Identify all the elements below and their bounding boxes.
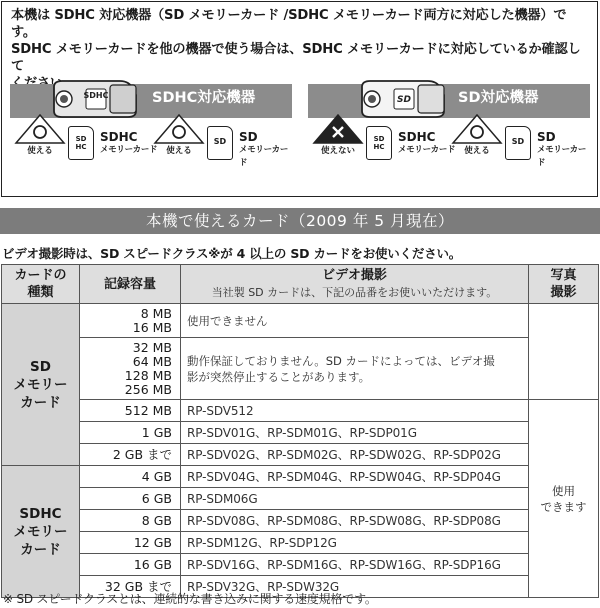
compatible-cards-table [1,264,599,598]
table-row [2,400,599,422]
video-recording-text: RP-SDV16G、RP-SDM16G、RP-SDW16G、RP-SDP16G [187,558,501,572]
capacity-value: 2 GB まで [112,446,172,462]
card-subtitle: メモリーカード [537,145,587,168]
ok-triangle-icon [451,114,503,144]
card-subtitle: メモリーカード [100,145,158,155]
video-recording-text: RP-SDV512 [187,403,254,418]
video-recording-text: RP-SDV32G、RP-SDW32G [187,580,340,594]
sdhc-device-panel [10,77,292,185]
sd-card-icon [505,126,531,160]
table-body [2,304,599,598]
card-type-line: メモリー [13,376,68,393]
video-recording-text: RP-SDV01G、RP-SDM01G、RP-SDP01G [187,426,417,440]
card-label [537,131,590,170]
video-recording-text: RP-SDM06G [187,491,258,506]
card-type-line: カード [20,394,61,411]
video-recording-cell [181,304,529,338]
card-type-line: メモリー [13,523,68,540]
capacity-value: 512 MB [124,402,172,418]
sdhc-card-icon [68,126,94,160]
usable-badge [14,114,66,160]
card-logo: SD [511,137,525,146]
video-recording-cell [181,444,529,466]
speed-class-advice: ビデオ撮影時は、SD スピードクラス※が 4 以上の SD カードをお使いください。 [2,246,462,261]
capacity-value: 16 MB [132,319,172,335]
card-title: SDHC [398,130,436,144]
video-recording-cell [181,554,529,576]
header-subtext: 当社製 SD カードは、下記の品番をお使いいただけます。 [211,286,498,299]
card-label [398,131,455,157]
capacity-cell [80,532,181,554]
table-row [2,304,599,338]
capacity-cell [80,338,181,400]
capacity-cell [80,554,181,576]
capacity-value: 32 MB [132,339,172,355]
capacity-cell [80,466,181,488]
badge-text: 使える [166,146,192,156]
video-recording-cell [181,422,529,444]
capacity-value: 16 GB [133,556,172,572]
card-type-line: SD [30,358,51,375]
video-recording-text: RP-SDV02G、RP-SDM02G、RP-SDW02G、RP-SDP02G [187,448,501,462]
table-row [2,444,599,466]
card-title: SD [537,130,556,144]
card-type-cell [2,304,80,466]
panel-label-sdhc-device: SDHC対応機器 [152,90,256,106]
sd-card-icon [207,126,233,160]
table-row [2,422,599,444]
header-text: 撮影 [550,285,577,300]
panel-label-sd-device: SD対応機器 [458,90,539,106]
col-header-capacity: 記録容量 [80,265,181,304]
header-text: カードの [14,268,67,283]
table-header-row [2,265,599,304]
card-label [239,131,292,170]
card-subtitle: メモリーカード [239,145,289,168]
card-title: SD [239,130,258,144]
sd-device-panel [308,77,590,185]
col-header-type [2,265,80,304]
card-type-line: SDHC [19,505,62,522]
photo-usable-cell [529,400,599,598]
photo-usable-text: 使用 [552,483,575,498]
header-text: 写真 [550,268,577,283]
table-row [2,488,599,510]
ok-triangle-icon [153,114,205,144]
video-recording-cell [181,338,529,400]
intro-line-1: 本機は SDHC 対応機器（SD メモリーカード /SDHC メモリーカード両方に対応した機器）です。 [11,8,567,40]
capacity-value: 12 GB [133,534,172,550]
card-title: SDHC [100,130,138,144]
video-recording-text: 動作保証しておりません。SD カードによっては、ビデオ撮 [187,353,495,368]
col-header-video [181,265,529,304]
usable-badge [451,114,503,160]
badge-text: 使える [464,146,490,156]
video-recording-cell [181,400,529,422]
capacity-value: 6 GB [141,490,172,506]
badge-text: 使えない [320,146,355,156]
capacity-value: 4 GB [141,468,172,484]
video-recording-cell [181,488,529,510]
card-logo: SD HC [373,135,385,151]
panel-cards-area [10,118,292,176]
video-recording-text: RP-SDM12G、RP-SDP12G [187,536,337,550]
capacity-value: 1 GB [141,424,172,440]
header-text: 種類 [27,285,54,300]
compatibility-box [1,1,598,197]
table-row [2,510,599,532]
capacity-cell [80,488,181,510]
video-recording-cell [181,532,529,554]
section-title: 本機で使えるカード（2009 年 5 月現在） [0,208,600,234]
usable-badge [153,114,205,160]
ok-triangle-icon [14,114,66,144]
capacity-cell [80,422,181,444]
camcorder-icon [358,77,453,121]
video-recording-text: RP-SDV04G、RP-SDM04G、RP-SDW04G、RP-SDP04G [187,470,501,484]
video-recording-cell [181,510,529,532]
intro-line-2: SDHC メモリーカードを他の機器で使う場合は、SDHC メモリーカードに対応しているか確認して [11,42,581,74]
video-recording-text: 使用できません [187,313,268,328]
table-row [2,338,599,400]
table-row [2,466,599,488]
card-subtitle: メモリーカード [398,145,456,155]
capacity-value: 8 MB [140,305,172,321]
capacity-cell [80,444,181,466]
photo-cell-blank [529,304,599,400]
card-label [100,131,157,157]
capacity-value: 8 GB [141,512,172,528]
capacity-cell [80,510,181,532]
capacity-value: 256 MB [124,381,172,397]
capacity-cell [80,400,181,422]
video-recording-text: RP-SDV08G、RP-SDM08G、RP-SDW08G、RP-SDP08G [187,514,501,528]
card-logo: SD HC [75,135,87,151]
capacity-value: 32 GB まで [104,578,172,594]
camera-logo: SD [397,95,411,105]
capacity-value: 128 MB [124,367,172,383]
photo-usable-text: できます [540,499,587,514]
badge-text: 使える [27,146,53,156]
header-text: ビデオ撮影 [322,268,387,283]
sdhc-card-icon [366,126,392,160]
card-logo: SD [213,137,227,146]
table-row [2,532,599,554]
capacity-value: 64 MB [132,353,172,369]
panel-cards-area [308,118,590,176]
card-type-line: カード [20,541,61,558]
video-recording-cell [181,466,529,488]
footnote: ※ SD スピードクラスとは、連続的な書き込みに関する速度規格です。 [3,592,377,606]
video-recording-text: 影が突然停止することがあります。 [187,369,371,384]
card-type-cell [2,466,80,598]
camera-logo: SDHC [83,91,109,100]
capacity-cell [80,304,181,338]
col-header-photo [529,265,599,304]
not-usable-badge [312,114,364,160]
table-row [2,554,599,576]
ng-triangle-icon [312,114,364,144]
